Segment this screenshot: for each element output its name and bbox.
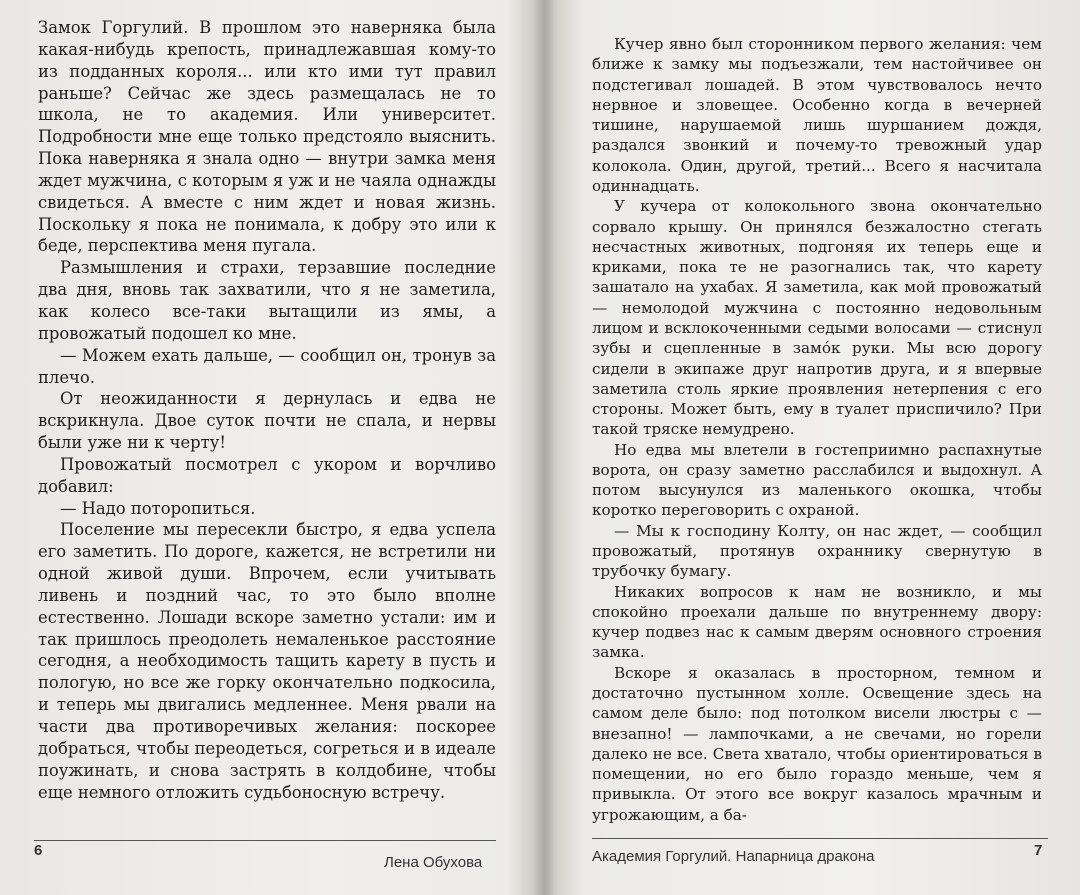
- paragraph: Провожатый посмотрел с укором и ворчливо добавил:: [38, 454, 496, 496]
- paragraph: От неожиданности я дернулась и едва не вскрикнула. Двое суток почти не спала, и нервы были уже ни к черту!: [38, 389, 496, 453]
- paragraph: Вскоре я оказалась в просторном, темном и достаточно пустынном холле. Освещение здесь на самом деле было: под потолком висели люстры с — внезапно! — лампочками, а не свечами, но горели далеко не все. Света хватало, чтобы ориентироваться в помещении, но его было гораздо меньше, чем я привыкла. От этого все вокруг казалось мрачным и угрожающим, а ба-: [592, 663, 1042, 824]
- left-page-text: [38, 17, 496, 803]
- paragraph: Никаких вопросов к нам не возникло, и мы спокойно проехали дальше по внутреннему двору: кучер подвез нас к самым дверям основного строения замка.: [592, 582, 1042, 662]
- right-page-text: [592, 34, 1042, 825]
- paragraph: Поселение мы пересекли быстро, я едва успела его заметить. По дороге, кажется, не встретили ни одной живой души. Впрочем, если учитывать ливень и поздний час, то это было вполне естественно. Лошади вскоре заметно устали: им и так пришлось преодолеть немаленькое расстояние сегодня, а необходимость тащить карету в пусть и пологую, но все же горку окончательно подкосила, и теперь мы двигались медленнее. Меня рвали на части два противоречивых желания: поскорее добраться, чтобы переодеться, согреться и в идеале поужинать, и снова застрять в колдобине, чтобы еще немного отложить судьбоносную встречу.: [38, 520, 496, 802]
- right-footer-rule: [592, 838, 1048, 839]
- paragraph: Замок Горгулий. В прошлом это наверняка была какая-нибудь крепость, принадлежавшая кому-то из подданных короля... или кто ими тут правил раньше? Сейчас же здесь размещалась не то школа, не то академия. Или университет. Подробности мне еще только предстояло выяснить. Пока наверняка я знала одно — внутри замка меня ждет мужчина, с которым я уж и не чаяла однажды свидеться. А вместе с ним ждет и новая жизнь. Поскольку я пока не понимала, к добру это или к беде, перспектива меня пугала.: [38, 18, 496, 256]
- paragraph: Кучер явно был сторонником первого желания: чем ближе к замку мы подъезжали, тем настойчивее он подстегивал лошадей. В этом чувствовалось нечто нервное и зловещее. Особенно когда в вечерней тишине, нарушаемой лишь шуршанием дождя, раздался звонкий и почему-то тревожный удар колокола. Один, другой, третий... Всего я насчитала одиннадцать.: [592, 35, 1042, 195]
- paragraph: — Надо поторопиться.: [60, 498, 256, 518]
- left-page-number: 6: [34, 842, 43, 859]
- paragraph: — Мы к господину Колту, он нас ждет, — сообщил провожатый, протянув охраннику свернутую в трубочку бумагу.: [592, 521, 1042, 581]
- right-page-number: 7: [1034, 842, 1043, 859]
- paragraph: Но едва мы влетели в гостеприимно распахнутые ворота, он сразу заметно расслабился и выдохнул. А потом высунулся из маленького окошка, чтобы коротко переговорить с охраной.: [592, 440, 1042, 520]
- paragraph: Размышления и страхи, терзавшие последние два дня, вновь так захватили, что я не заметила, как колесо все-таки вытащили из ямы, а провожатый подошел ко мне.: [38, 258, 496, 343]
- left-footer-rule: [34, 840, 496, 841]
- right-running-footer: Академия Горгулий. Напарница дракона: [592, 848, 875, 865]
- paragraph: У кучера от колокольного звона окончательно сорвало крышу. Он принялся безжалостно стегать несчастных животных, подгоняя их теперь еще и криками, пока те не разогнались так, что карету зашатало на ухабах. Я заметила, как мой провожатый — немолодой мужчина с постоянно недовольным лицом и всклокоченными седыми волосами — стиснул зубы и сцепленные в замóк руки. Мы всю дорогу сидели в экипаже друг напротив друга, и я впервые заметила столь яркие проявления нетерпения с его стороны. Может быть, ему в туалет приспичило? При такой тряске немудрено.: [592, 197, 1042, 439]
- left-running-footer: Лена Обухова: [384, 854, 483, 871]
- paragraph: — Можем ехать дальше, — сообщил он, тронув за плечо.: [38, 345, 496, 387]
